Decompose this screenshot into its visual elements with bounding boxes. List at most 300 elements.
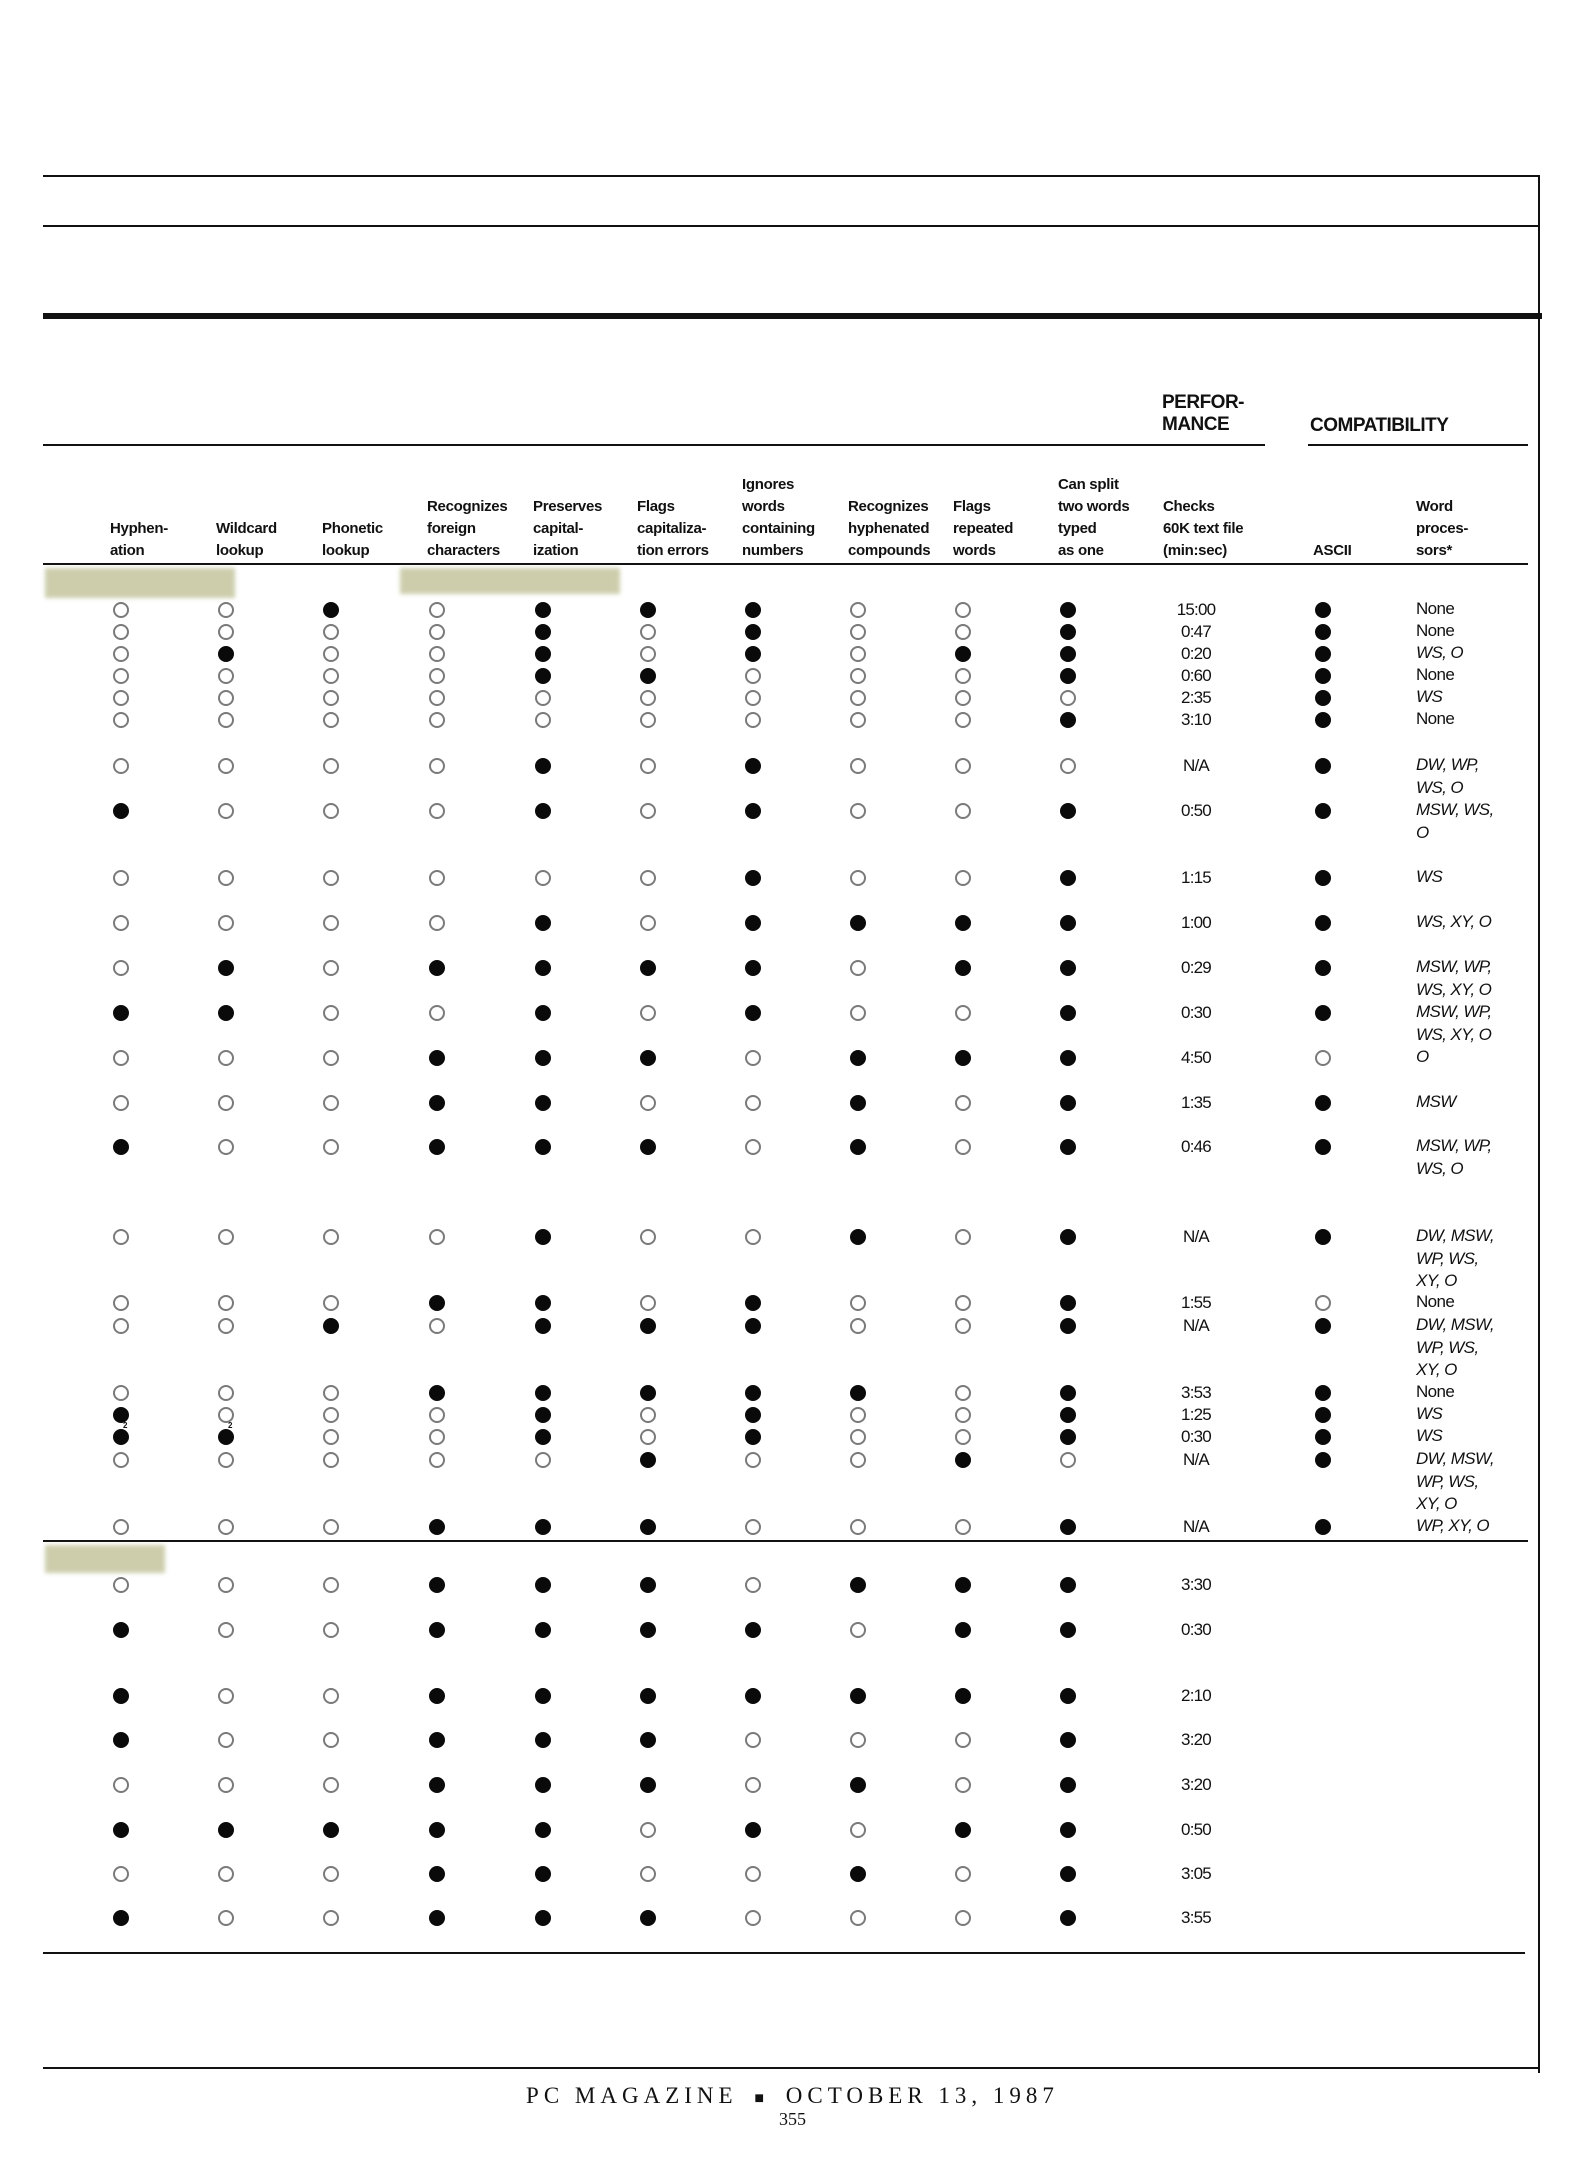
filled-dot-icon <box>1060 646 1076 662</box>
open-dot-icon <box>745 1139 761 1155</box>
open-dot-icon <box>745 668 761 684</box>
ascii-open-dot-icon <box>1315 1295 1331 1311</box>
open-dot-icon <box>850 1295 866 1311</box>
performance-value: 1:35 <box>1181 1093 1211 1112</box>
open-dot-icon <box>323 1577 339 1593</box>
performance-value: 0:30 <box>1181 1620 1211 1639</box>
open-dot-icon <box>323 960 339 976</box>
ascii-filled-dot-icon <box>1315 1318 1331 1334</box>
word-processors-value: None <box>1416 621 1455 640</box>
open-dot-icon <box>218 803 234 819</box>
word-processors-value: None <box>1416 665 1455 684</box>
word-processors-value: WS, O <box>1416 643 1464 662</box>
word-processors-value: None <box>1416 709 1455 728</box>
ascii-filled-dot-icon <box>1315 690 1331 706</box>
filled-dot-icon <box>640 1732 656 1748</box>
performance-value: N/A <box>1183 1517 1209 1536</box>
open-dot-icon <box>113 1095 129 1111</box>
open-dot-icon <box>955 1095 971 1111</box>
issue-date: OCTOBER 13, 1987 <box>785 2083 1059 2108</box>
section-rule-left <box>43 444 1265 446</box>
performance-value: 15:00 <box>1176 600 1216 619</box>
filled-dot-icon <box>429 1910 445 1926</box>
open-dot-icon <box>850 960 866 976</box>
word-processors-value: WS <box>1416 1404 1443 1423</box>
filled-dot-icon <box>218 646 234 662</box>
filled-dot-icon <box>535 1429 551 1445</box>
word-processors-value: DW, MSW, WP, WS, XY, O <box>1416 1226 1494 1290</box>
open-dot-icon <box>640 1005 656 1021</box>
filled-dot-icon <box>323 1318 339 1334</box>
filled-dot-icon <box>218 960 234 976</box>
open-dot-icon <box>323 1295 339 1311</box>
performance-value: 1:25 <box>1181 1405 1211 1424</box>
word-processors-value: None <box>1416 1292 1455 1311</box>
column-header-0: Hyphen- ation <box>110 520 168 559</box>
open-dot-icon <box>323 758 339 774</box>
word-processors-value: O <box>1416 1047 1429 1066</box>
filled-dot-icon <box>745 1385 761 1401</box>
open-dot-icon <box>323 1866 339 1882</box>
open-dot-icon <box>113 1385 129 1401</box>
open-dot-icon <box>640 803 656 819</box>
open-dot-icon <box>640 1095 656 1111</box>
filled-dot-icon <box>429 1688 445 1704</box>
word-processors-value: MSW, WP, WS, O <box>1416 1136 1492 1178</box>
table-bottom-rule <box>43 1952 1525 1954</box>
filled-dot-icon <box>113 1822 129 1838</box>
open-dot-icon <box>323 1139 339 1155</box>
open-dot-icon <box>850 602 866 618</box>
filled-dot-icon <box>955 1622 971 1638</box>
open-dot-icon <box>745 1050 761 1066</box>
stain-3 <box>45 1545 165 1573</box>
filled-dot-icon <box>1060 1139 1076 1155</box>
open-dot-icon <box>323 712 339 728</box>
filled-dot-icon <box>1060 1622 1076 1638</box>
open-dot-icon <box>218 1295 234 1311</box>
open-dot-icon <box>113 668 129 684</box>
open-dot-icon <box>850 1429 866 1445</box>
open-dot-icon <box>535 712 551 728</box>
open-dot-icon <box>323 624 339 640</box>
ascii-filled-dot-icon <box>1315 803 1331 819</box>
filled-dot-icon <box>850 1777 866 1793</box>
filled-dot-icon <box>1060 1407 1076 1423</box>
performance-value: 3:05 <box>1181 1864 1211 1883</box>
ascii-filled-dot-icon <box>1315 960 1331 976</box>
open-dot-icon <box>429 758 445 774</box>
filled-dot-icon <box>535 803 551 819</box>
open-dot-icon <box>535 870 551 886</box>
open-dot-icon <box>218 1577 234 1593</box>
open-dot-icon <box>429 646 445 662</box>
filled-dot-icon <box>535 602 551 618</box>
filled-dot-icon <box>535 1139 551 1155</box>
open-dot-icon <box>955 712 971 728</box>
open-dot-icon <box>429 624 445 640</box>
open-dot-icon <box>640 646 656 662</box>
word-processors-value: DW, WP, WS, O <box>1416 755 1479 797</box>
filled-dot-icon <box>218 1005 234 1021</box>
open-dot-icon <box>850 870 866 886</box>
column-header-3: Recognizes foreign characters <box>427 498 508 559</box>
open-dot-icon <box>955 1385 971 1401</box>
filled-dot-icon <box>535 1777 551 1793</box>
open-dot-icon <box>1060 690 1076 706</box>
performance-value: 0:50 <box>1181 1820 1211 1839</box>
open-dot-icon <box>218 1139 234 1155</box>
open-dot-icon <box>640 1229 656 1245</box>
open-dot-icon <box>218 1910 234 1926</box>
filled-dot-icon <box>850 1385 866 1401</box>
open-dot-icon <box>850 646 866 662</box>
open-dot-icon <box>218 1050 234 1066</box>
open-dot-icon <box>640 690 656 706</box>
open-dot-icon <box>955 1866 971 1882</box>
filled-dot-icon <box>535 1050 551 1066</box>
open-dot-icon <box>429 1407 445 1423</box>
open-dot-icon <box>323 690 339 706</box>
open-dot-icon <box>955 1229 971 1245</box>
open-dot-icon <box>323 1095 339 1111</box>
open-dot-icon <box>955 1429 971 1445</box>
filled-dot-icon <box>1060 1095 1076 1111</box>
filled-dot-icon <box>850 1139 866 1155</box>
open-dot-icon <box>113 1050 129 1066</box>
open-dot-icon <box>323 1407 339 1423</box>
ascii-filled-dot-icon <box>1315 1452 1331 1468</box>
open-dot-icon <box>323 1910 339 1926</box>
filled-dot-icon <box>1060 1822 1076 1838</box>
open-dot-icon <box>113 624 129 640</box>
open-dot-icon <box>850 1452 866 1468</box>
filled-dot-icon <box>1060 1688 1076 1704</box>
page-number: 355 <box>779 2109 806 2129</box>
open-dot-icon <box>323 870 339 886</box>
top-rule-2 <box>43 225 1540 227</box>
open-dot-icon <box>218 1688 234 1704</box>
filled-dot-icon <box>113 1688 129 1704</box>
open-dot-icon <box>113 870 129 886</box>
open-dot-icon <box>955 870 971 886</box>
open-dot-icon <box>745 1577 761 1593</box>
filled-dot-icon <box>850 915 866 931</box>
performance-value: 1:15 <box>1181 868 1211 887</box>
filled-dot-icon <box>535 624 551 640</box>
filled-dot-icon <box>1060 1005 1076 1021</box>
filled-dot-icon <box>850 1095 866 1111</box>
open-dot-icon <box>323 1777 339 1793</box>
open-dot-icon <box>323 1452 339 1468</box>
open-dot-icon <box>218 1095 234 1111</box>
open-dot-icon <box>218 1229 234 1245</box>
ascii-open-dot-icon <box>1315 1050 1331 1066</box>
filled-dot-icon <box>535 1622 551 1638</box>
open-dot-icon <box>850 758 866 774</box>
page-footer <box>0 2083 1585 2130</box>
open-dot-icon <box>745 1866 761 1882</box>
open-dot-icon <box>323 1429 339 1445</box>
open-dot-icon <box>955 690 971 706</box>
filled-dot-icon <box>640 1519 656 1535</box>
filled-dot-icon <box>850 1577 866 1593</box>
filled-dot-icon <box>955 1452 971 1468</box>
filled-dot-icon <box>1060 1318 1076 1334</box>
open-dot-icon <box>323 1688 339 1704</box>
filled-dot-icon <box>429 1050 445 1066</box>
open-dot-icon <box>323 1005 339 1021</box>
open-dot-icon <box>218 915 234 931</box>
open-dot-icon <box>955 1295 971 1311</box>
column-header-11: ASCII <box>1313 542 1352 559</box>
filled-dot-icon <box>1060 624 1076 640</box>
filled-dot-icon <box>535 1519 551 1535</box>
filled-dot-icon <box>640 1622 656 1638</box>
open-dot-icon <box>218 1777 234 1793</box>
filled-dot-icon <box>1060 712 1076 728</box>
filled-dot-icon <box>850 1050 866 1066</box>
ascii-filled-dot-icon <box>1315 646 1331 662</box>
filled-dot-icon <box>745 624 761 640</box>
open-dot-icon <box>218 758 234 774</box>
open-dot-icon <box>955 668 971 684</box>
open-dot-icon <box>640 870 656 886</box>
word-processors-value: WS <box>1416 867 1443 886</box>
open-dot-icon <box>850 712 866 728</box>
filled-dot-icon <box>535 1577 551 1593</box>
open-dot-icon <box>745 1519 761 1535</box>
filled-dot-icon <box>113 1622 129 1638</box>
open-dot-icon <box>745 690 761 706</box>
open-dot-icon <box>955 758 971 774</box>
filled-dot-icon <box>535 1295 551 1311</box>
filled-dot-icon <box>1060 602 1076 618</box>
ascii-filled-dot-icon <box>1315 1429 1331 1445</box>
word-processors-value: MSW, WP, WS, XY, O <box>1416 957 1492 999</box>
open-dot-icon <box>850 1732 866 1748</box>
filled-dot-icon <box>113 803 129 819</box>
filled-dot-icon <box>640 668 656 684</box>
filled-dot-icon <box>640 960 656 976</box>
open-dot-icon <box>850 1910 866 1926</box>
open-dot-icon <box>323 915 339 931</box>
filled-dot-icon <box>850 1229 866 1245</box>
column-header-6: Ignores words containing numbers <box>742 476 815 559</box>
open-dot-icon <box>429 803 445 819</box>
performance-value: 3:20 <box>1181 1775 1211 1794</box>
performance-value: N/A <box>1183 1227 1209 1246</box>
open-dot-icon <box>429 712 445 728</box>
column-header-7: Recognizes hyphenated compounds <box>848 498 931 559</box>
open-dot-icon <box>113 1519 129 1535</box>
open-dot-icon <box>955 803 971 819</box>
filled-dot-icon <box>745 758 761 774</box>
open-dot-icon <box>113 1866 129 1882</box>
open-dot-icon <box>113 712 129 728</box>
open-dot-icon <box>113 1229 129 1245</box>
filled-dot-icon <box>429 1139 445 1155</box>
filled-dot-icon <box>640 1385 656 1401</box>
word-processors-value: DW, MSW, WP, WS, XY, O <box>1416 1315 1494 1379</box>
footnote-marker: 2 <box>228 1421 233 1430</box>
filled-dot-icon <box>535 1732 551 1748</box>
filled-dot-icon <box>429 1295 445 1311</box>
open-dot-icon <box>429 1229 445 1245</box>
open-dot-icon <box>429 915 445 931</box>
filled-dot-icon <box>535 646 551 662</box>
performance-value: 2:10 <box>1181 1686 1211 1705</box>
filled-dot-icon <box>535 915 551 931</box>
filled-dot-icon <box>535 758 551 774</box>
open-dot-icon <box>955 624 971 640</box>
open-dot-icon <box>640 915 656 931</box>
performance-value: 0:60 <box>1181 666 1211 685</box>
filled-dot-icon <box>640 1910 656 1926</box>
filled-dot-icon <box>113 1139 129 1155</box>
ascii-filled-dot-icon <box>1315 1407 1331 1423</box>
open-dot-icon <box>429 1318 445 1334</box>
performance-value: 4:50 <box>1181 1048 1211 1067</box>
open-dot-icon <box>1060 758 1076 774</box>
open-dot-icon <box>218 1452 234 1468</box>
open-dot-icon <box>955 1910 971 1926</box>
performance-value: 0:20 <box>1181 644 1211 663</box>
filled-dot-icon <box>535 1229 551 1245</box>
open-dot-icon <box>323 1229 339 1245</box>
filled-dot-icon <box>745 1318 761 1334</box>
open-dot-icon <box>955 1519 971 1535</box>
filled-dot-icon <box>113 1732 129 1748</box>
open-dot-icon <box>218 1385 234 1401</box>
open-dot-icon <box>323 1385 339 1401</box>
open-dot-icon <box>1060 1452 1076 1468</box>
performance-value: N/A <box>1183 756 1209 775</box>
filled-dot-icon <box>535 1822 551 1838</box>
column-header-5: Flags capitaliza- tion errors <box>637 498 709 559</box>
filled-dot-icon <box>1060 1732 1076 1748</box>
open-dot-icon <box>850 1519 866 1535</box>
compatibility-header: COMPATIBILITY <box>1310 415 1449 436</box>
filled-dot-icon <box>429 1866 445 1882</box>
filled-dot-icon <box>429 1822 445 1838</box>
open-dot-icon <box>745 1095 761 1111</box>
open-dot-icon <box>955 1777 971 1793</box>
ascii-filled-dot-icon <box>1315 668 1331 684</box>
open-dot-icon <box>323 646 339 662</box>
ascii-filled-dot-icon <box>1315 1095 1331 1111</box>
open-dot-icon <box>113 1577 129 1593</box>
ascii-filled-dot-icon <box>1315 1519 1331 1535</box>
filled-dot-icon <box>640 602 656 618</box>
ascii-filled-dot-icon <box>1315 758 1331 774</box>
open-dot-icon <box>218 712 234 728</box>
open-dot-icon <box>745 1452 761 1468</box>
column-header-12: Word proces- sors* <box>1416 498 1469 559</box>
filled-dot-icon <box>955 1822 971 1838</box>
open-dot-icon <box>745 1732 761 1748</box>
filled-dot-icon <box>1060 1866 1076 1882</box>
filled-dot-icon <box>640 1318 656 1334</box>
open-dot-icon <box>640 758 656 774</box>
filled-dot-icon <box>640 1777 656 1793</box>
open-dot-icon <box>640 1407 656 1423</box>
filled-dot-icon <box>955 915 971 931</box>
performance-value: 0:47 <box>1181 622 1211 641</box>
open-dot-icon <box>218 1519 234 1535</box>
filled-dot-icon <box>745 1005 761 1021</box>
top-rule-thick <box>43 313 1542 319</box>
filled-dot-icon <box>745 1407 761 1423</box>
open-dot-icon <box>113 1777 129 1793</box>
right-border <box>1538 175 1540 2073</box>
open-dot-icon <box>113 1452 129 1468</box>
filled-dot-icon <box>955 1577 971 1593</box>
performance-value: 1:55 <box>1181 1293 1211 1312</box>
filled-dot-icon <box>535 1385 551 1401</box>
column-header-9: Can split two words typed as one <box>1058 476 1130 559</box>
filled-dot-icon <box>745 960 761 976</box>
top-rule-1 <box>43 175 1540 177</box>
filled-dot-icon <box>640 1139 656 1155</box>
header-rule <box>43 563 1528 565</box>
open-dot-icon <box>429 668 445 684</box>
stain-1 <box>45 568 235 598</box>
filled-dot-icon <box>113 1910 129 1926</box>
open-dot-icon <box>640 1866 656 1882</box>
filled-dot-icon <box>745 1295 761 1311</box>
stain-2 <box>400 568 620 594</box>
word-processors-value: MSW, WS, O <box>1416 800 1494 842</box>
word-processors-value: WP, XY, O <box>1416 1516 1490 1535</box>
open-dot-icon <box>429 690 445 706</box>
open-dot-icon <box>535 690 551 706</box>
performance-value: 0:46 <box>1181 1137 1211 1156</box>
filled-dot-icon <box>640 1452 656 1468</box>
open-dot-icon <box>745 1229 761 1245</box>
column-header-4: Preserves capital- ization <box>533 498 603 559</box>
filled-dot-icon <box>1060 1910 1076 1926</box>
filled-dot-icon <box>1060 1777 1076 1793</box>
filled-dot-icon <box>535 668 551 684</box>
filled-dot-icon <box>535 1866 551 1882</box>
footer-separator-icon: ■ <box>754 2090 769 2107</box>
filled-dot-icon <box>745 1429 761 1445</box>
open-dot-icon <box>113 690 129 706</box>
column-header-1: Wildcard lookup <box>216 520 277 559</box>
open-dot-icon <box>955 1732 971 1748</box>
word-processors-value: MSW <box>1416 1092 1456 1111</box>
word-processors-value: DW, MSW, WP, WS, XY, O <box>1416 1449 1494 1513</box>
open-dot-icon <box>323 1732 339 1748</box>
performance-value: 3:55 <box>1181 1908 1211 1927</box>
filled-dot-icon <box>850 1866 866 1882</box>
filled-dot-icon <box>955 646 971 662</box>
filled-dot-icon <box>1060 960 1076 976</box>
open-dot-icon <box>218 1318 234 1334</box>
open-dot-icon <box>218 624 234 640</box>
ascii-filled-dot-icon <box>1315 1005 1331 1021</box>
performance-value: 3:10 <box>1181 710 1211 729</box>
ascii-filled-dot-icon <box>1315 1385 1331 1401</box>
filled-dot-icon <box>745 803 761 819</box>
filled-dot-icon <box>1060 1519 1076 1535</box>
filled-dot-icon <box>955 1688 971 1704</box>
filled-dot-icon <box>535 1095 551 1111</box>
open-dot-icon <box>218 1622 234 1638</box>
filled-dot-icon <box>955 1050 971 1066</box>
open-dot-icon <box>850 668 866 684</box>
